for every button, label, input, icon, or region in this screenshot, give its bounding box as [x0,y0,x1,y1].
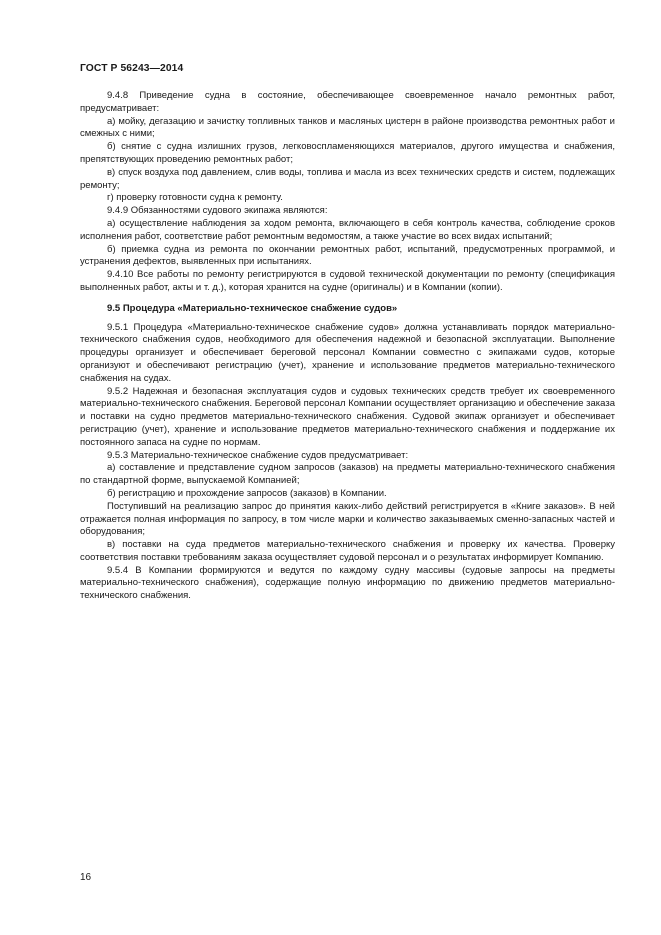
paragraph: б) снятие с судна излишних грузов, легковоспламеняющихся материалов, другого имущества и снабжения, препятствующих проведению ремонтных работ; [80,141,615,165]
section-title: 9.5 Процедура «Материально-техническое снабжение судов» [107,302,398,314]
paragraph: г) проверку готовности судна к ремонту. [107,192,283,204]
paragraph: 9.5.1 Процедура «Материально-техническое снабжение судов» должна устанавливать порядок материально-технического снабжения судов, необходимого для обеспечения надежной и безопасной эксплуатации. Выполнение процедуры организует и обеспечивает береговой персонал Компании совместно с экипажами судов, которые организуют и обеспечивают регистрацию (учет), хранение и использование предметов материально-технического снабжения на судах. [80,321,615,384]
paragraph: 9.5.2 Надежная и безопасная эксплуатация судов и судовых технических средств требует их своевременного материально-технического снабжения. Береговой персонал Компании осуществляет организацию и обеспечение заказа и поставки на судно предметов материально-технического снабжения. Судовой экипаж организует и обеспечивает регистрацию (учет), хранение и использование предметов материально-технического снабжения и поддержание их постоянного запаса на судне по нормам. [80,385,615,448]
paragraph: Поступивший на реализацию запрос до принятия каких-либо действий регистрируется в «Книге заказов». В ней отражается полная информация по запросу, в том числе марки и количество заказываемых сменно-запасных частей и оборудования; [80,500,615,538]
paragraph: а) осуществление наблюдения за ходом ремонта, включающего в себя контроль качества, соблюдение сроков исполнения работ, соответствие работ ремонтным ведомостям, а также участие во всех видах испытаний; [80,217,615,242]
paragraph: 9.5.4 В Компании формируются и ведутся по каждому судну массивы (судовые запросы на предметы материально-технического снабжения), содержащие полную информацию по движению предметов материально-технического снабжения. [80,564,615,602]
paragraph: в) поставки на суда предметов материально-технического снабжения и проверку их качества. Проверку соответствия поставки требованиям заказа осуществляет судовой персонал и о результатах информирует Компанию. [80,539,615,563]
paragraph: 9.4.8 Приведение судна в состояние, обеспечивающее своевременное начало ремонтных работ, предусматривает: [80,90,615,114]
paragraph: а) составление и представление судном запросов (заказов) на предметы материально-технического снабжения по стандартной форме, выпускаемой Компанией; [80,462,615,487]
paragraph: 9.5.3 Материально-техническое снабжение судов предусматривает: [107,449,409,461]
paragraph: 9.4.10 Все работы по ремонту регистрируются в судовой технической документации по ремонту (спецификация выполненных работ, акты и т. д.), которая хранится на судне (оригиналы) и в Компании (копии). [80,269,615,293]
paragraph: в) спуск воздуха под давлением, слив воды, топлива и масла из всех технических средств и систем, подлежащих ремонту; [80,166,615,191]
standard-header: ГОСТ Р 56243—2014 [80,63,184,74]
paragraph: б) приемка судна из ремонта по окончании ремонтных работ, испытаний, предусмотренных программой, и устранения дефектов, выявленных при испытаниях. [80,243,615,268]
paragraph: а) мойку, дегазацию и зачистку топливных танков и масляных цистерн в районе производства ремонтных работ и смежных с ними; [80,115,615,140]
paragraph: 9.4.9 Обязанностями судового экипажа являются: [107,205,328,217]
body-text [80,90,615,603]
page-number: 16 [80,872,92,883]
paragraph: б) регистрацию и прохождение запросов (заказов) в Компании. [107,487,387,499]
